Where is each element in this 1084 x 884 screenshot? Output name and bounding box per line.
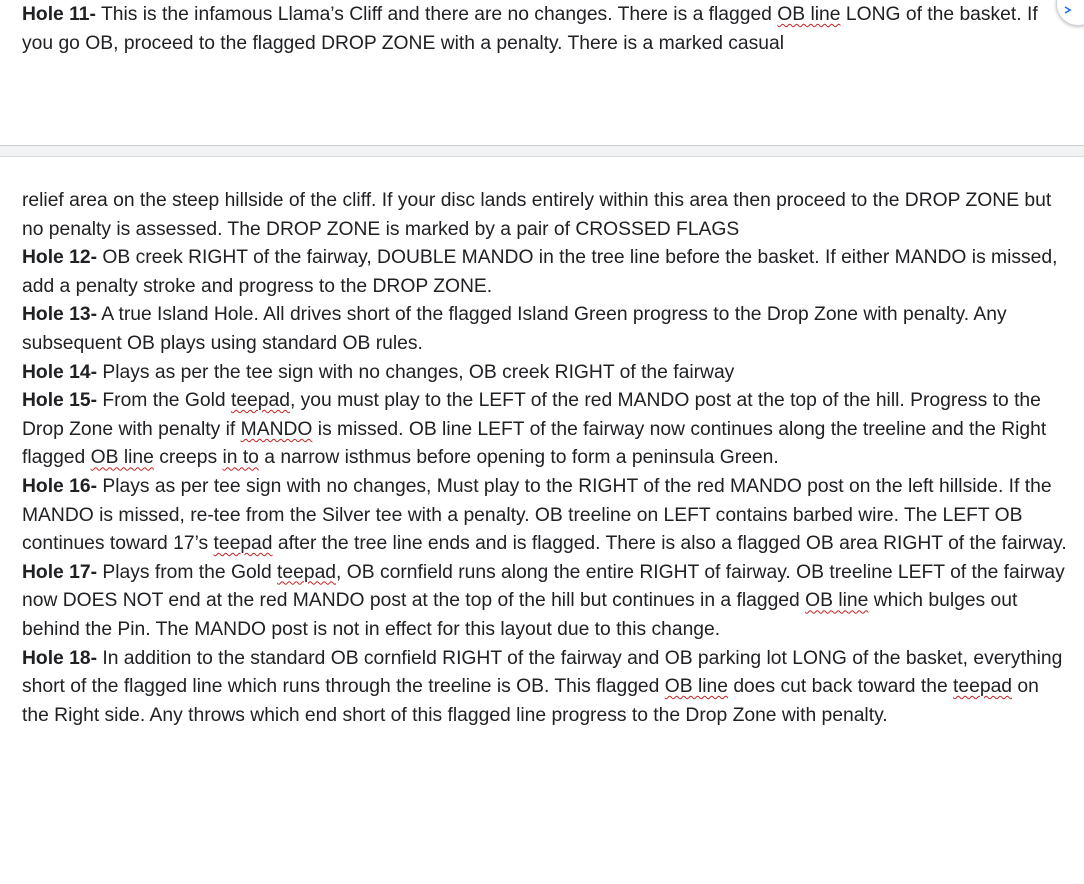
hole-17-text-b: , OB cornfield runs along the entire RIGHT of fairway. OB treeline LEFT of the fairway now DOES NOT end at the red MANDO post at the top of the hill but continues in a flagged <box>22 561 1065 612</box>
spellcheck-underline[interactable]: in to <box>222 447 259 469</box>
hole-12-label: Hole 12- <box>22 247 98 269</box>
spellcheck-underline[interactable]: OB line <box>777 4 841 25</box>
page-2-text[interactable] <box>22 187 1067 730</box>
hole-12-paragraph[interactable] <box>22 244 1067 301</box>
hole-11-text-a: This is the infamous Llama’s Cliff and there are no changes. There is a flagged <box>95 4 778 25</box>
hole-13-text: A true Island Hole. All drives short of the flagged Island Green progress to the Drop Zone with penalty. Any subsequent OB plays using standard OB rules. <box>22 304 1007 354</box>
hole-17-label: Hole 17- <box>22 561 98 583</box>
hole-18-label: Hole 18- <box>22 647 98 669</box>
spellcheck-underline[interactable]: OB line <box>805 590 869 612</box>
hole-14-text: Plays as per the tee sign with no changes, OB creek RIGHT of the fairway <box>97 361 735 383</box>
hole-17-text-c: which bulges out behind the Pin. The MANDO post is not in effect for this layout due to this change. <box>22 590 1018 640</box>
hole-18-text-b: does cut back toward the <box>727 676 954 698</box>
hole-14-paragraph[interactable] <box>22 359 1067 388</box>
spellcheck-underline[interactable]: teepad <box>230 390 290 412</box>
spellcheck-underline[interactable]: teepad <box>213 533 273 555</box>
hole-15-text-e: a narrow isthmus before opening to form a peninsula Green. <box>258 447 779 469</box>
hole-16-text-a: Plays as per tee sign with no changes, Must play to the RIGHT of the red MANDO post on the left hillside. If the MANDO is missed, re-tee from the Silver tee with a penalty. OB treeline on LEFT contains barbed wire. The LEFT OB continues toward 17’s <box>22 475 1052 555</box>
hole-16-label: Hole 16- <box>22 475 98 497</box>
hole-11-continued: relief area on the steep hillside of the cliff. If your disc lands entirely within this area then proceed to the DROP ZONE but no penalty is assessed. The DROP ZONE is marked by a pair of CROSSED FLAGS <box>22 190 1052 240</box>
hole-16-text-b: after the tree line ends and is flagged. There is also a flagged OB area RIGHT of the fairway. <box>272 533 1067 555</box>
hole-15-text-b: , you must play to the LEFT of the red MANDO post at the top of the hill. Progress to the Drop Zone with penalty if <box>22 390 1041 440</box>
hole-12-text: OB creek RIGHT of the fairway, DOUBLE MANDO in the tree line before the basket. If either MANDO is missed, add a penalty stroke and progress to the DROP ZONE. <box>22 247 1058 297</box>
hole-13-paragraph[interactable] <box>22 301 1067 358</box>
hole-17-text-a: Plays from the Gold <box>97 561 278 583</box>
page-break <box>0 146 1084 157</box>
hole-17-paragraph[interactable] <box>22 559 1067 645</box>
hole-18-paragraph[interactable] <box>22 645 1067 731</box>
hole-11-text-b: LONG of the basket. If you go OB, proceed to the flagged DROP ZONE with a penalty. There is a marked casual <box>22 4 1038 54</box>
hole-15-text-c: is missed. OB line LEFT of the fairway now continues along the treeline and the Right flagged <box>22 418 1047 469</box>
chevron-icon <box>1063 5 1073 15</box>
hole-11-paragraph[interactable] <box>22 1 1067 58</box>
spellcheck-underline[interactable]: teepad <box>953 676 1013 698</box>
hole-11-label: Hole 11- <box>22 4 96 25</box>
hole-15-label: Hole 15- <box>22 390 98 412</box>
spellcheck-underline[interactable]: MANDO <box>240 418 313 440</box>
page-1-text[interactable] <box>22 1 1067 58</box>
hole-18-text-a: In addition to the standard OB cornfield RIGHT of the fairway and OB parking lot LONG of the basket, everything short of the flagged line which runs through the treeline is OB. This flagged <box>22 647 1063 698</box>
hole-15-text-a: From the Gold <box>97 390 231 412</box>
hole-15-text-d: creeps <box>153 447 223 469</box>
hole-18-text-c: on the Right side. Any throws which end short of this flagged line progress to the Drop Zone with penalty. <box>22 676 1039 726</box>
hole-16-paragraph[interactable] <box>22 473 1067 559</box>
hole-13-label: Hole 13- <box>22 304 98 326</box>
hole-15-paragraph[interactable] <box>22 387 1067 473</box>
document-page-1[interactable] <box>0 0 1084 146</box>
spellcheck-underline[interactable]: OB line <box>90 447 154 469</box>
hole-14-label: Hole 14- <box>22 361 98 383</box>
spellcheck-underline[interactable]: teepad <box>277 561 337 583</box>
spellcheck-underline[interactable]: OB line <box>664 676 728 698</box>
